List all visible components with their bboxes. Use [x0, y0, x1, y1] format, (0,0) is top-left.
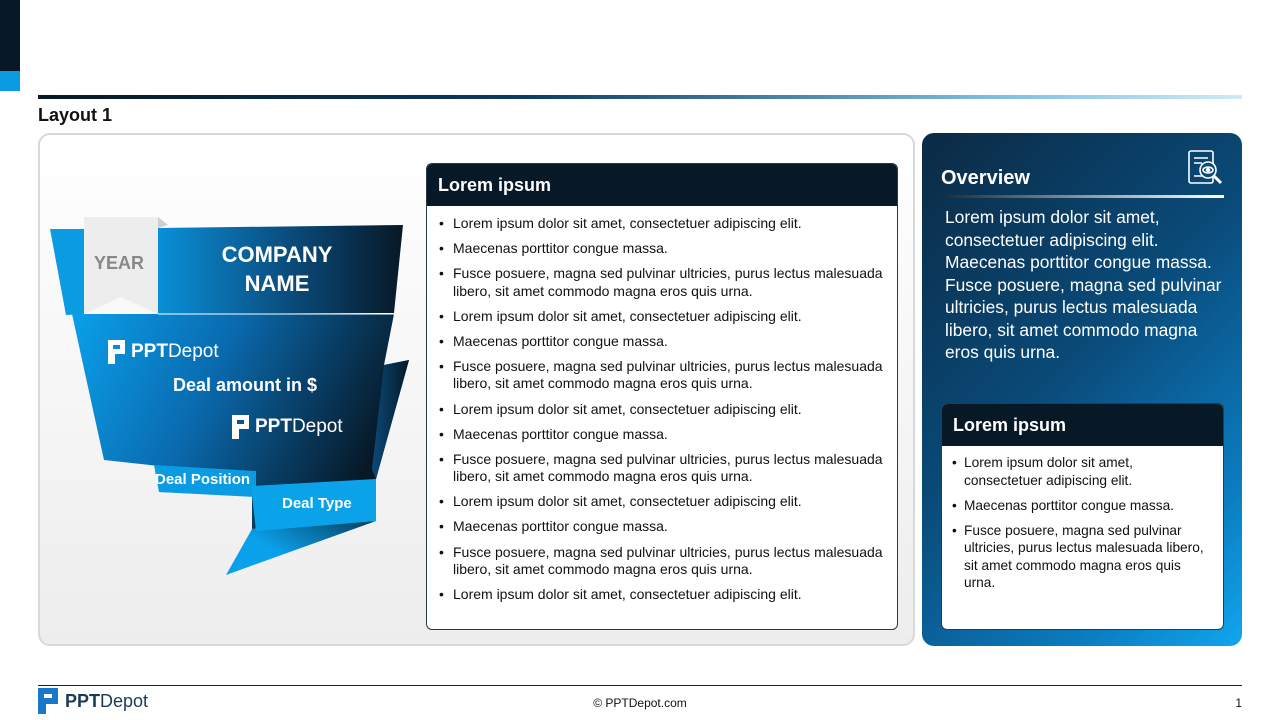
overview-divider [941, 195, 1224, 198]
list-item: • Maecenas porttitor congue massa. [439, 426, 885, 444]
list-item: • Lorem ipsum dolor sit amet, consectetuer adipiscing elit. [439, 215, 885, 233]
pptdepot-mark-icon [108, 340, 125, 364]
overview-title: Overview [941, 167, 1030, 189]
corner-accent-dark [0, 0, 20, 71]
list-item: • Lorem ipsum dolor sit amet, consectetuer adipiscing elit. [952, 454, 1209, 489]
list-item: • Maecenas porttitor congue massa. [439, 240, 885, 258]
main-content-card [426, 163, 898, 630]
side-card-list [942, 446, 1223, 592]
deal-type: Deal Type [282, 495, 352, 512]
footer-logo-bold: PPT [65, 690, 101, 711]
footer-divider [38, 685, 1242, 686]
list-item: • Lorem ipsum dolor sit amet, consectetuer adipiscing elit. [439, 493, 885, 511]
list-item: • Fusce posuere, magna sed pulvinar ultricies, purus lectus malesuada libero, sit amet commodo magna eros quis urna. [439, 544, 885, 579]
list-item: • Maecenas porttitor congue massa. [952, 497, 1209, 515]
deal-amount: Deal amount in $ [173, 375, 318, 395]
pptdepot-mark-icon [232, 415, 249, 439]
document-search-icon [1186, 149, 1224, 187]
main-card-list [427, 206, 897, 604]
title-divider [38, 95, 1242, 99]
list-item: • Fusce posuere, magna sed pulvinar ultricies, purus lectus malesuada libero, sit amet commodo magna eros quis urna. [952, 522, 1209, 592]
slide-title: Layout 1 [38, 105, 113, 125]
page-number: 1 [1235, 696, 1242, 710]
logo-regular: Depot [291, 416, 343, 437]
copyright: © PPTDepot.com [593, 696, 687, 710]
deal-position: Deal Position [155, 471, 251, 488]
tail [226, 521, 376, 575]
list-item: • Fusce posuere, magna sed pulvinar ultricies, purus lectus malesuada libero, sit amet commodo magna eros quis urna. [439, 265, 885, 300]
footer-logo-regular: Depot [100, 690, 149, 711]
logo-bold: PPT [131, 341, 168, 362]
company-name: COMPANY NAME [221, 242, 333, 296]
side-content-card [941, 403, 1224, 630]
logo-regular: Depot [167, 341, 219, 362]
list-item: • Lorem ipsum dolor sit amet, consectetuer adipiscing elit. [439, 586, 885, 604]
list-item: • Maecenas porttitor congue massa. [439, 518, 885, 536]
pptdepot-logo [108, 340, 219, 364]
overview-text: Lorem ipsum dolor sit amet, consectetuer adipiscing elit. Maecenas porttitor congue massa. Fusce posuere, magna sed pulvinar ultricies, purus lectus malesuada libero, sit amet commodo magna eros quis urna. [945, 207, 1222, 362]
pptdepot-logo [232, 415, 343, 439]
list-item: • Fusce posuere, magna sed pulvinar ultricies, purus lectus malesuada libero, sit amet commodo magna eros quis urna. [439, 358, 885, 393]
side-card-title: Lorem ipsum [953, 414, 1067, 435]
list-item: • Maecenas porttitor congue massa. [439, 333, 885, 351]
main-card-title: Lorem ipsum [438, 174, 552, 195]
side-card-header [942, 404, 1223, 446]
list-item: • Lorem ipsum dolor sit amet, consectetuer adipiscing elit. [439, 401, 885, 419]
left-flap [50, 229, 84, 315]
logo-bold: PPT [255, 416, 292, 437]
corner-accent-blue [0, 71, 20, 91]
deal-graphic [46, 215, 416, 580]
year-label: YEAR [94, 253, 145, 273]
main-card-header [427, 164, 897, 206]
year-tab-fold [158, 217, 168, 228]
list-item: • Fusce posuere, magna sed pulvinar ultricies, purus lectus malesuada libero, sit amet commodo magna eros quis urna. [439, 451, 885, 486]
list-item: • Lorem ipsum dolor sit amet, consectetuer adipiscing elit. [439, 308, 885, 326]
corner-accent [0, 0, 20, 91]
